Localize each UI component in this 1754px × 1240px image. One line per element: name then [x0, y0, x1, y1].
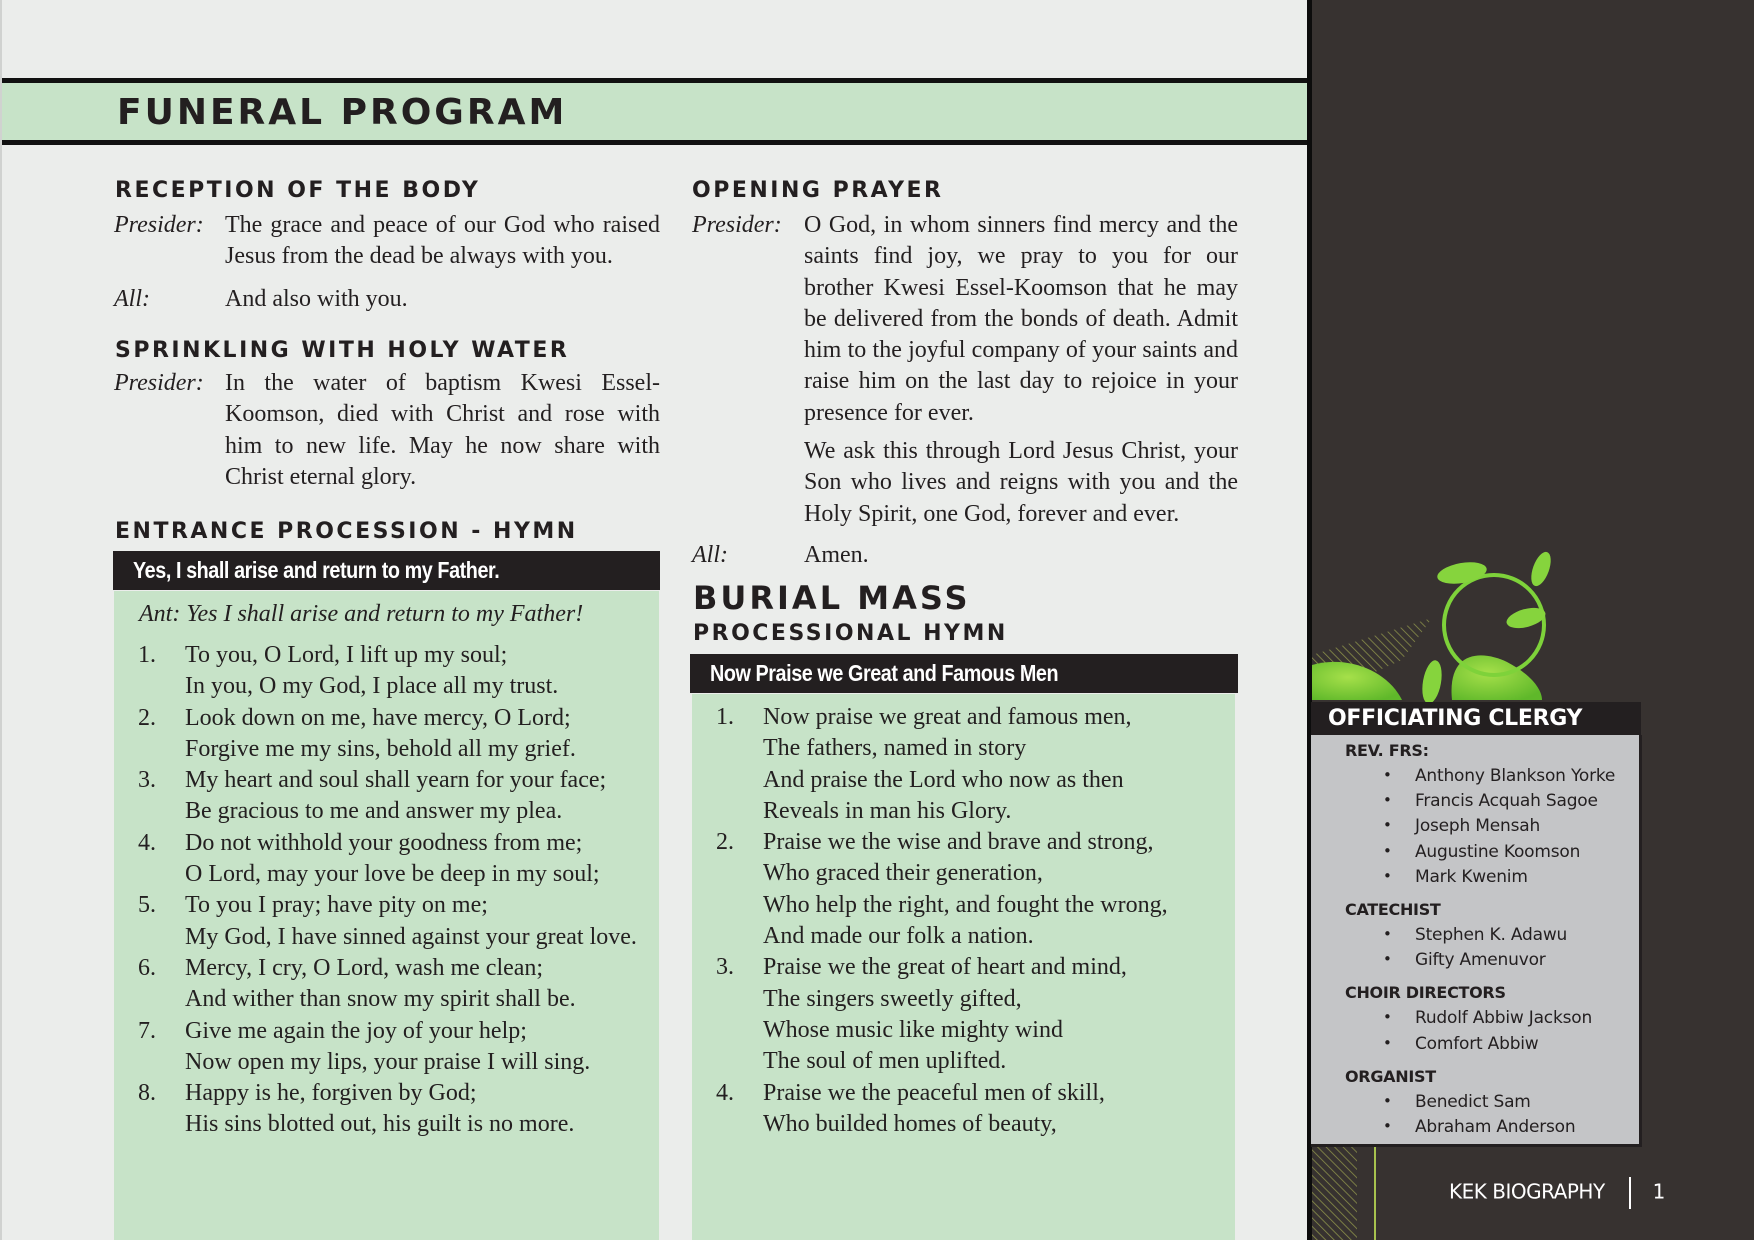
verse-line: Now praise we great and famous men,: [763, 704, 1132, 730]
verse-line: The soul of men uplifted.: [763, 1048, 1007, 1075]
verse-number: 1.: [716, 704, 734, 730]
leaf-icon: [1527, 549, 1554, 588]
verse-line: And praise the Lord who now as then: [763, 766, 1124, 793]
page-title: FUNERAL PROGRAM: [117, 92, 568, 133]
footer-label: KEK BIOGRAPHY: [1449, 1179, 1605, 1204]
leaf-icon: [1436, 559, 1489, 587]
verse-line: My God, I have sinned against your great love.: [185, 923, 637, 950]
clergy-name: Stephen K. Adawu: [1415, 925, 1568, 945]
reception-presider-text: The grace and peace of our God who raised Jesus from the dead be always with you.: [225, 212, 660, 270]
section-heading-burial-mass: BURIAL MASS: [693, 579, 971, 617]
verse-number: 8.: [138, 1080, 156, 1107]
section-heading-reception: RECEPTION OF THE BODY: [115, 178, 481, 203]
verse-number: 3.: [138, 767, 156, 794]
clergy-name: Anthony Blankson Yorke: [1415, 766, 1616, 786]
verse-line: Praise we the wise and brave and strong,: [763, 829, 1154, 856]
bullet-icon: •: [1383, 1091, 1392, 1110]
verse-line: Mercy, I cry, O Lord, wash me clean;: [185, 955, 544, 981]
verse-line: Forgive me my sins, behold all my grief.: [185, 735, 576, 762]
bullet-icon: •: [1383, 925, 1392, 943]
verse-line: Praise we the great of heart and mind,: [763, 954, 1127, 981]
sprinkling-presider-text: In the water of baptism Kwesi Essel-Koomson, died with Christ and rose with him to new life. May he now share with Christ eternal glory.: [225, 370, 660, 490]
verse-line: Do not withhold your goodness from me;: [185, 829, 583, 856]
clergy-name: Mark Kwenim: [1415, 866, 1528, 887]
clergy-group-title: CATECHIST: [1345, 900, 1441, 919]
hymn-title-bar: [113, 551, 660, 590]
opening-presider-text-2: We ask this through Lord Jesus Christ, your Son who lives and reigns with you and the Holy Spirit, one God, forever and ever.: [804, 438, 1238, 527]
hymn-title-bar: [690, 654, 1238, 693]
role-label-all: All:: [114, 286, 150, 312]
page-number: 1: [1652, 1179, 1665, 1204]
verse-number: 7.: [138, 1017, 156, 1044]
verse-line: Who help the right, and fought the wrong,: [763, 891, 1168, 918]
verse-number: 6.: [138, 955, 156, 981]
verse-number: 2.: [716, 829, 734, 856]
header-band: [2, 78, 1309, 145]
clergy-list-box: [1311, 735, 1642, 1147]
clergy-group-title: REV. FRS:: [1345, 741, 1429, 760]
role-label-presider: Presider:: [692, 212, 782, 238]
clergy-name: Rudolf Abbiw Jackson: [1415, 1008, 1593, 1029]
bullet-icon: •: [1383, 791, 1392, 810]
clergy-group-title: CHOIR DIRECTORS: [1345, 983, 1506, 1003]
leaf-blob-icon: [1312, 662, 1402, 700]
bullet-icon: •: [1383, 1008, 1392, 1027]
opening-presider-text: O God, in whom sinners find mercy and the saints find joy, we pray to you for our brother Kwesi Essel-Koomson that he may be delivered from the bonds of death. Admit him to the joyful company of your saints and raise him on the last day to rejoice in your presence for ever.: [804, 212, 1238, 426]
antiphon: Ant: Yes I shall arise and return to my Father!: [139, 601, 584, 627]
hatch-pattern: [1312, 1145, 1357, 1240]
verse-line: Who graced their generation,: [763, 860, 1043, 887]
bullet-icon: •: [1383, 841, 1392, 860]
verse-line: Give me again the joy of your help;: [185, 1017, 527, 1044]
verse-line: O Lord, may your love be deep in my soul;: [185, 861, 600, 888]
leaf-icon: [1419, 659, 1444, 705]
footer-divider: [1629, 1177, 1631, 1209]
hymn-box-processional: [692, 694, 1235, 1240]
verse-line: Reveals in man his Glory.: [763, 797, 1012, 824]
clergy-name: Augustine Koomson: [1415, 841, 1581, 862]
role-label-presider: Presider:: [114, 370, 204, 396]
verse-number: 4.: [138, 829, 156, 856]
verse-line: Happy is he, forgiven by God;: [185, 1080, 477, 1107]
verse-number: 1.: [138, 642, 156, 668]
clergy-name: Gifty Amenuvor: [1415, 950, 1546, 971]
verse-line: My heart and soul shall yearn for your face;: [185, 767, 607, 794]
verse-number: 2.: [138, 704, 156, 731]
clergy-group-title: ORGANIST: [1345, 1066, 1436, 1086]
section-heading-sprinkling: SPRINKLING WITH HOLY WATER: [115, 338, 570, 363]
reception-all-text: And also with you.: [225, 286, 408, 312]
verse-line: Who builded homes of beauty,: [763, 1110, 1057, 1137]
opening-all-text: Amen.: [804, 542, 869, 568]
section-heading-entrance: ENTRANCE PROCESSION - HYMN: [115, 519, 578, 544]
verse-number: 4.: [716, 1079, 734, 1106]
bullet-icon: •: [1383, 1117, 1392, 1135]
footer: [1449, 1177, 1665, 1209]
hymn-title: Now Praise we Great and Famous Men: [710, 660, 1059, 686]
clergy-name: Benedict Sam: [1415, 1091, 1531, 1112]
role-label-all: All:: [692, 542, 728, 568]
verse-line: To you I pray; have pity on me;: [185, 892, 488, 919]
verse-line: In you, O my God, I place all my trust.: [185, 673, 559, 700]
clergy-name: Joseph Mensah: [1415, 816, 1541, 837]
bullet-icon: •: [1383, 1033, 1392, 1052]
verse-line: Whose music like mighty wind: [763, 1016, 1063, 1043]
role-label-presider: Presider:: [114, 212, 204, 238]
verse-line: His sins blotted out, his guilt is no more.: [185, 1111, 575, 1138]
verse-line: Now open my lips, your praise I will sing.: [185, 1048, 591, 1075]
verse-number: 5.: [138, 892, 156, 919]
section-subheading-processional: PROCESSIONAL HYMN: [693, 621, 1008, 646]
hymn-title: Yes, I shall arise and return to my Father.: [133, 557, 500, 583]
bullet-icon: •: [1383, 816, 1392, 835]
verse-line: And made our folk a nation.: [763, 923, 1034, 950]
clergy-title: OFFICIATING CLERGY: [1311, 702, 1641, 735]
clergy-name: Comfort Abbiw: [1415, 1033, 1539, 1054]
clergy-name: Abraham Anderson: [1415, 1117, 1576, 1137]
verse-number: 3.: [716, 954, 734, 981]
verse-line: The fathers, named in story: [763, 735, 1027, 762]
bullet-icon: •: [1383, 866, 1392, 885]
verse-line: To you, O Lord, I lift up my soul;: [185, 642, 508, 668]
verse-line: And wither than snow my spirit shall be.: [185, 986, 576, 1013]
bullet-icon: •: [1383, 950, 1392, 969]
verse-line: The singers sweetly gifted,: [763, 985, 1022, 1012]
verse-line: Look down on me, have mercy, O Lord;: [185, 704, 571, 731]
hymn-box-entrance: [114, 591, 659, 1240]
section-heading-opening-prayer: OPENING PRAYER: [692, 178, 944, 203]
clergy-name: Francis Acquah Sagoe: [1415, 791, 1598, 812]
bullet-icon: •: [1383, 766, 1392, 784]
verse-line: Be gracious to me and answer my plea.: [185, 798, 563, 825]
verse-line: Praise we the peaceful men of skill,: [763, 1079, 1105, 1106]
